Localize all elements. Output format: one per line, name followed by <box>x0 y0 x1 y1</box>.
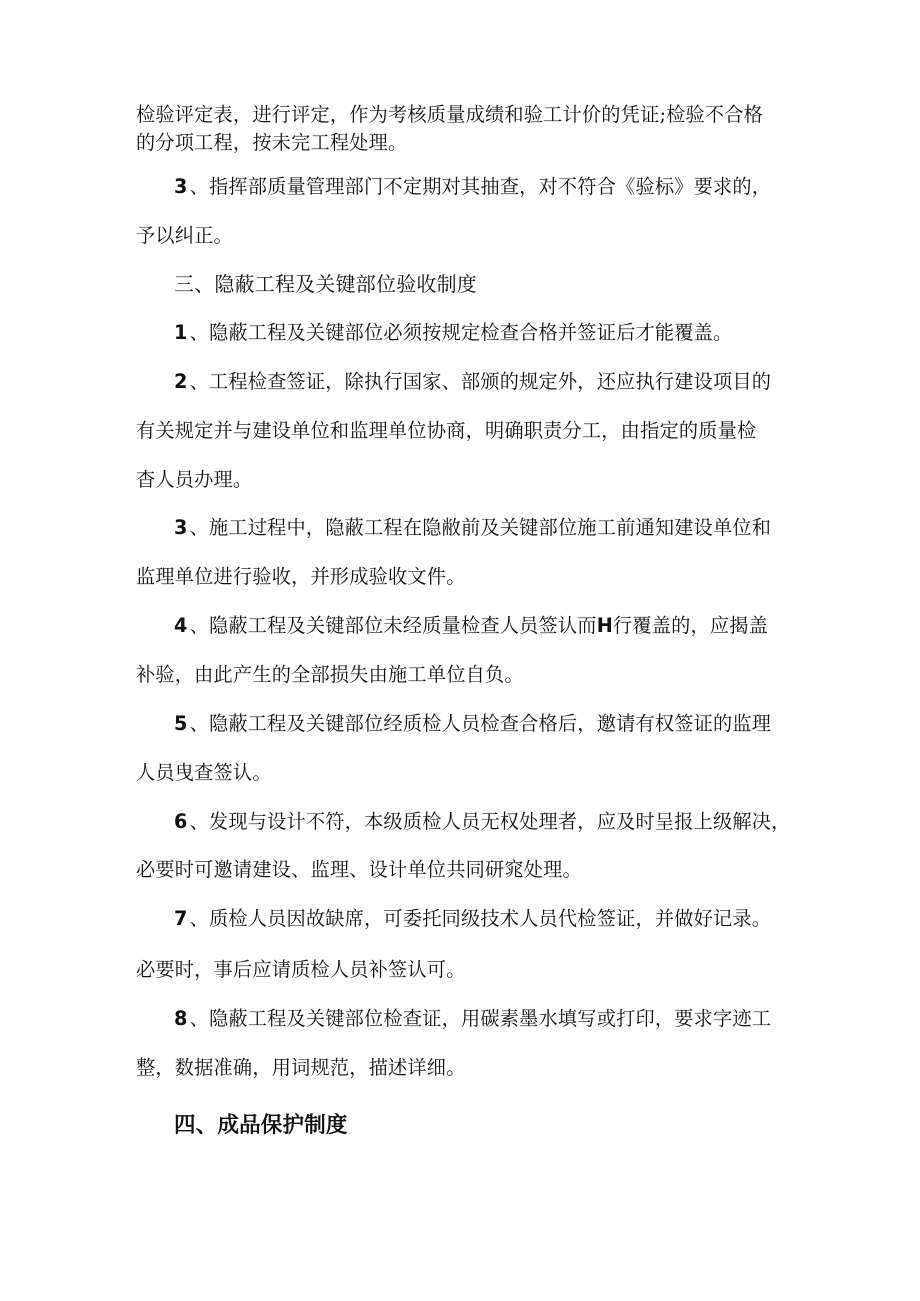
body-line: 有关规定并与建设单位和监理单位协商，明确职责分工，由指定的质量检 <box>136 419 757 442</box>
list-item-5: 5 、隐蔽工程及关键部位经质检人员检查合格后，邀请有权签证的监理 <box>174 712 772 735</box>
list-item-1: 1 、隐蔽工程及关键部位必须按规定检查合格并签证后才能覆盖。 <box>174 321 733 344</box>
item-number: 3 <box>174 516 188 539</box>
item-number: 5 <box>174 712 188 735</box>
item-number: 3 <box>174 175 188 198</box>
item-number: 1 <box>174 321 188 344</box>
body-line: 人员曳查签认。 <box>136 761 272 784</box>
list-item-7: 7 、质检人员因故缺席，可委托同级技术人员代检签证，并做好记录。 <box>174 907 772 930</box>
section-heading-4: 四、成品保护制度 <box>174 1113 348 1138</box>
body-line: 补验，由此产生的全部损失由施工单位自负。 <box>136 663 524 686</box>
section-heading-3: 三、隐蔽工程及关键部位验收制度 <box>174 272 477 296</box>
list-item-6: 6 、发现与设计不符，本级质检人员无权处理者，应及时呈报上级解决， <box>174 810 791 833</box>
body-line: 整，数据准确，用词规范，描述详细。 <box>136 1056 466 1079</box>
list-item-3: 3 、指挥部质量管理部门不定期对其抽查，对不符合《验标》要求的， <box>174 175 772 198</box>
body-line: 监理单位进行验收，并形成验收文件。 <box>136 565 466 588</box>
list-item-3b: 3 、施工过程中，隐蔽工程在隐敝前及关键部位施工前通知建设单位和 <box>174 516 772 539</box>
list-item-4: 4 、隐蔽工程及关键部位未经质量检查人员签认而H行覆盖的，应揭盖 <box>174 614 769 637</box>
item-number: 8 <box>174 1007 188 1030</box>
body-line: 的分项工程，按未完工程处理。 <box>136 131 408 154</box>
body-line: 予以纠正。 <box>136 224 233 247</box>
body-line: 必要时可邀请建设、监理、设计单位共同研窕处理。 <box>136 858 582 881</box>
list-item-2: 2 、工程检查签证，除执行国家、部颁的规定外，还应执行建设项目的 <box>174 370 772 393</box>
item-number: 4 <box>174 614 188 637</box>
body-line: 必要时，事后应请质检人员补签认可。 <box>136 958 466 981</box>
item-number: 6 <box>174 810 188 833</box>
body-line: 检验评定表，进行评定，作为考核质量成绩和验工计价的凭证;检验不合格 <box>136 103 764 126</box>
list-item-8: 8 、隐蔽工程及关键部位检查证，用碳素墨水填写或打印，要求字迹工 <box>174 1007 772 1030</box>
body-line: 杳人员办理。 <box>136 468 253 491</box>
item-number: 2 <box>174 370 188 393</box>
item-number: 7 <box>174 907 188 930</box>
